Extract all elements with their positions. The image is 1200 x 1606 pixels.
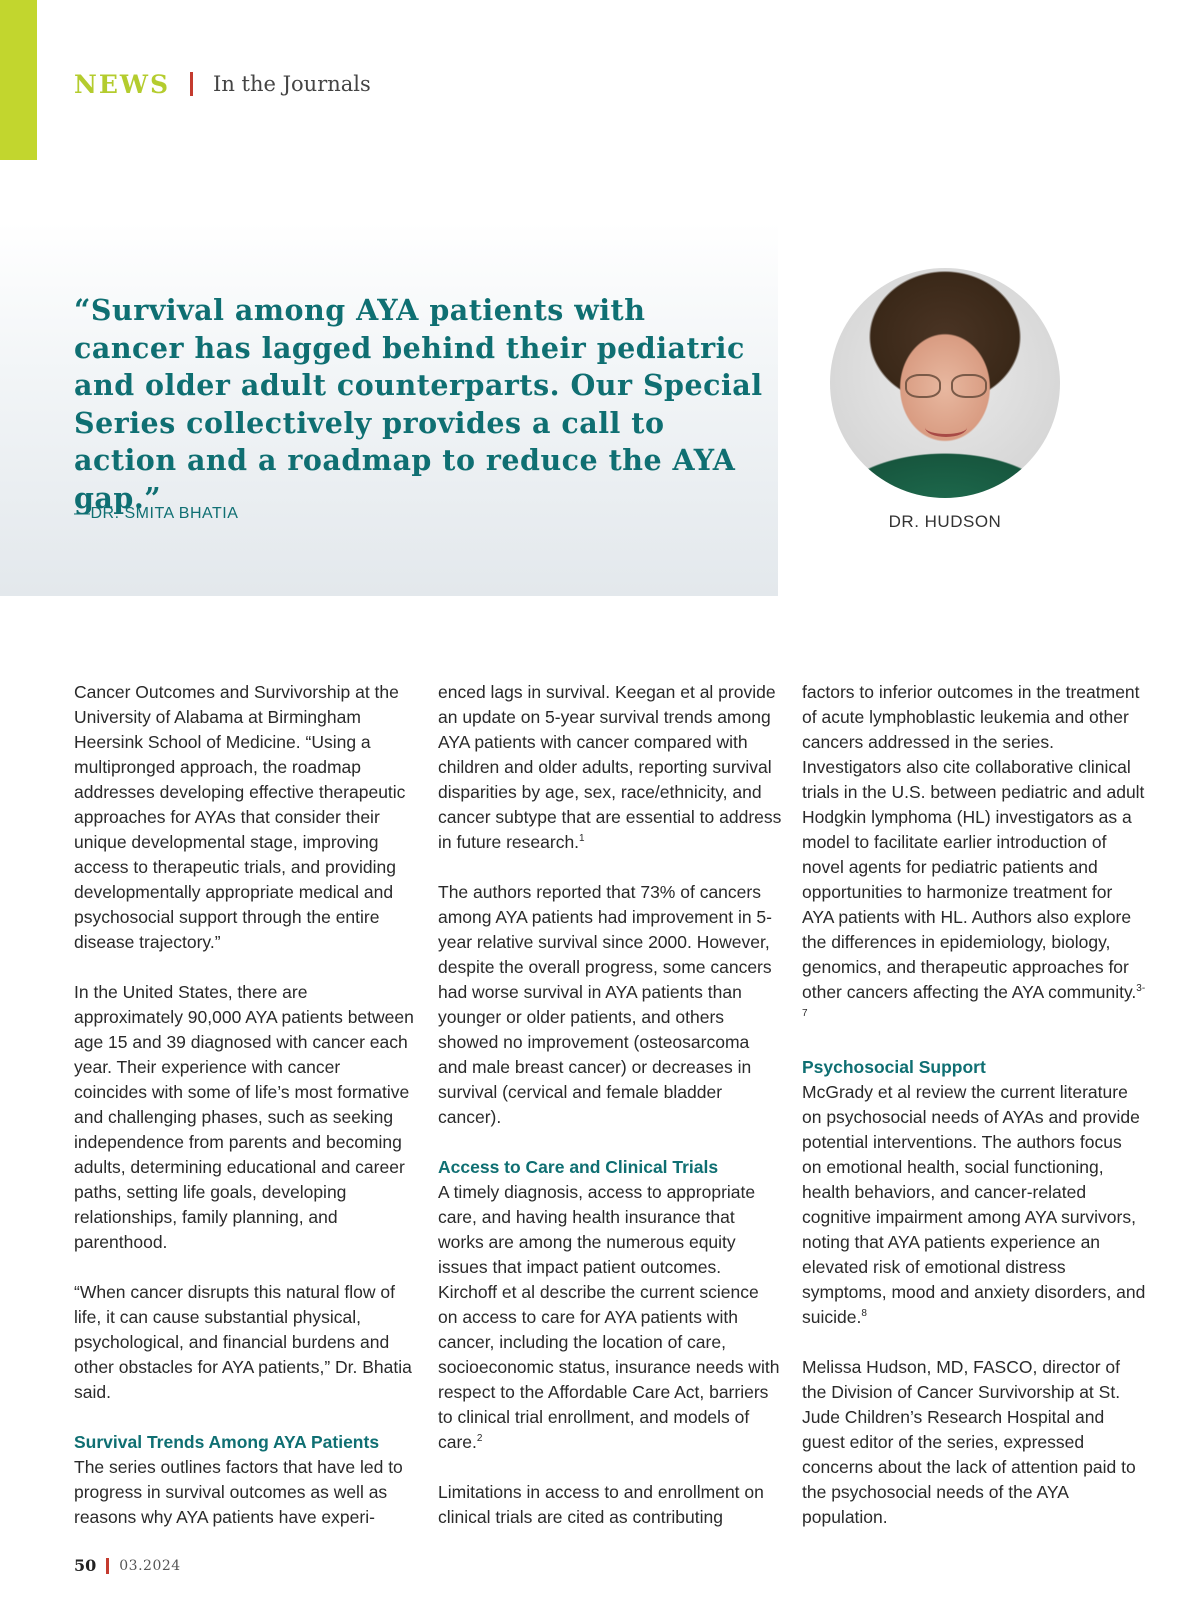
paragraph-text: A timely diagnosis, access to appropriate care, and having health insurance that works are among the numerous equity issues that impact patient outcomes. Kirchoff et al describe the current science on access to care for AYA patients with cancer, including the location of care, socioeconomic status, insurance needs with respect to the Affordable Care Act, barriers to clinical trial enrollment, and models of care. [438, 1182, 780, 1452]
paragraph: Cancer Outcomes and Survivorship at the University of Alabama at Birmingham Heersink School of Medicine. “Using a multipronged approach, the roadmap addresses developing effective therapeutic approaches for AYAs that consider their unique developmental stage, improving access to therapeutic trials, and providing developmentally appropriate medical and psychosocial support through the entire disease trajectory.” [74, 682, 406, 952]
paragraph: Limitations in access to and enrollment on clinical trials are cited as contributing [438, 1482, 764, 1527]
subheading-survival-trends: Survival Trends Among AYA Patients [74, 1432, 380, 1452]
subheading-access-to-care: Access to Care and Clinical Trials [438, 1157, 719, 1177]
issue-date: 03.2024 [119, 1557, 181, 1574]
paragraph-text: enced lags in survival. Keegan et al provide an update on 5-year survival trends among AYA patients with cancer compared with children and older adults, reporting survival disparities by age, sex, race/ethnicity, and cancer subtype that are essential to address in future research. [438, 682, 782, 852]
page-number: 50 [74, 1556, 97, 1575]
reference-marker: 3-7 [802, 983, 1146, 1020]
paragraph: In the United States, there are approximately 90,000 AYA patients between age 15 and 39 diagnosed with cancer each year. Their experience with cancer coincides with some of life’s most formative and challenging phases, such as seeking independence from parents and becoming adults, determining educational and career paths, setting life goals, developing relationships, family planning, and parenthood. [74, 982, 414, 1252]
reference-marker: 2 [476, 1433, 483, 1445]
paragraph [438, 680, 782, 855]
paragraph [802, 1080, 1146, 1330]
subsection-label: In the Journals [213, 72, 371, 96]
paragraph-text: McGrady et al review the current literature on psychosocial needs of AYAs and provide potential interventions. The authors focus on emotional health, social functioning, health behaviors, and cancer-related cognitive impairment among AYA survivors, noting that AYA patients experience an elevated risk of emotional distress symptoms, mood and anxiety disorders, and suicide. [802, 1082, 1146, 1327]
section-label: NEWS [74, 69, 171, 99]
header-divider [190, 72, 193, 96]
article-column-3 [802, 680, 1146, 1555]
footer-divider [106, 1558, 109, 1574]
paragraph-text: factors to inferior outcomes in the treatment of acute lymphoblastic leukemia and other cancers addressed in the series. Investigators also cite collaborative clinical trials in the U.S. between pediatric and adult Hodgkin lymphoma (HL) investigators as a model to facilitate earlier introduction of novel agents for pediatric patients and opportunities to harmonize treatment for AYA patients with HL. Authors also explore the differences in epidemiology, biology, genomics, and therapeutic approaches for other cancers affecting the AYA community. [802, 682, 1145, 1002]
paragraph: The authors reported that 73% of cancers among AYA patients had improvement in 5-year relative survival since 2000. However, despite the overall progress, some cancers had worse survival in AYA patients than younger or older patients, and others showed no improvement (osteosarcoma and male breast cancer) or decreases in survival (cervical and female bladder cancer). [438, 882, 772, 1127]
paragraph: Melissa Hudson, MD, FASCO, director of the Division of Cancer Survivorship at St. Jude Children’s Research Hospital and guest editor of the series, expressed concerns about the lack of attention paid to the psychosocial needs of the AYA population. [802, 1357, 1136, 1527]
article-column-1 [74, 680, 418, 1555]
pull-quote: “Survival among AYA patients with cancer has lagged behind their pediatric and older adult counterparts. Our Special Series collectively provides a call to action and a roadmap to reduce the AYA gap.” [74, 293, 763, 515]
article-column-2 [438, 680, 782, 1555]
quote-attribution: —DR. SMITA BHATIA [74, 505, 239, 522]
reference-marker: 8 [861, 1308, 867, 1320]
page-footer [74, 1556, 181, 1575]
photo-caption: DR. HUDSON [888, 512, 1002, 531]
accent-bar [0, 0, 37, 160]
section-header [74, 66, 371, 102]
smile [925, 418, 967, 437]
paragraph: The series outlines factors that have led to progress in survival outcomes as well as reasons why AYA patients have experi- [74, 1457, 403, 1527]
reference-marker: 1 [579, 833, 585, 845]
subheading-psychosocial-support: Psychosocial Support [802, 1057, 986, 1077]
glasses-left-lens [905, 374, 941, 398]
paragraph [438, 1180, 782, 1455]
glasses-right-lens [951, 374, 987, 398]
paragraph [802, 680, 1146, 1030]
paragraph: “When cancer disrupts this natural flow of life, it can cause substantial physical, psychological, and financial burdens and other obstacles for AYA patients,” Dr. Bhatia said. [74, 1282, 412, 1402]
portrait-photo [830, 268, 1060, 498]
